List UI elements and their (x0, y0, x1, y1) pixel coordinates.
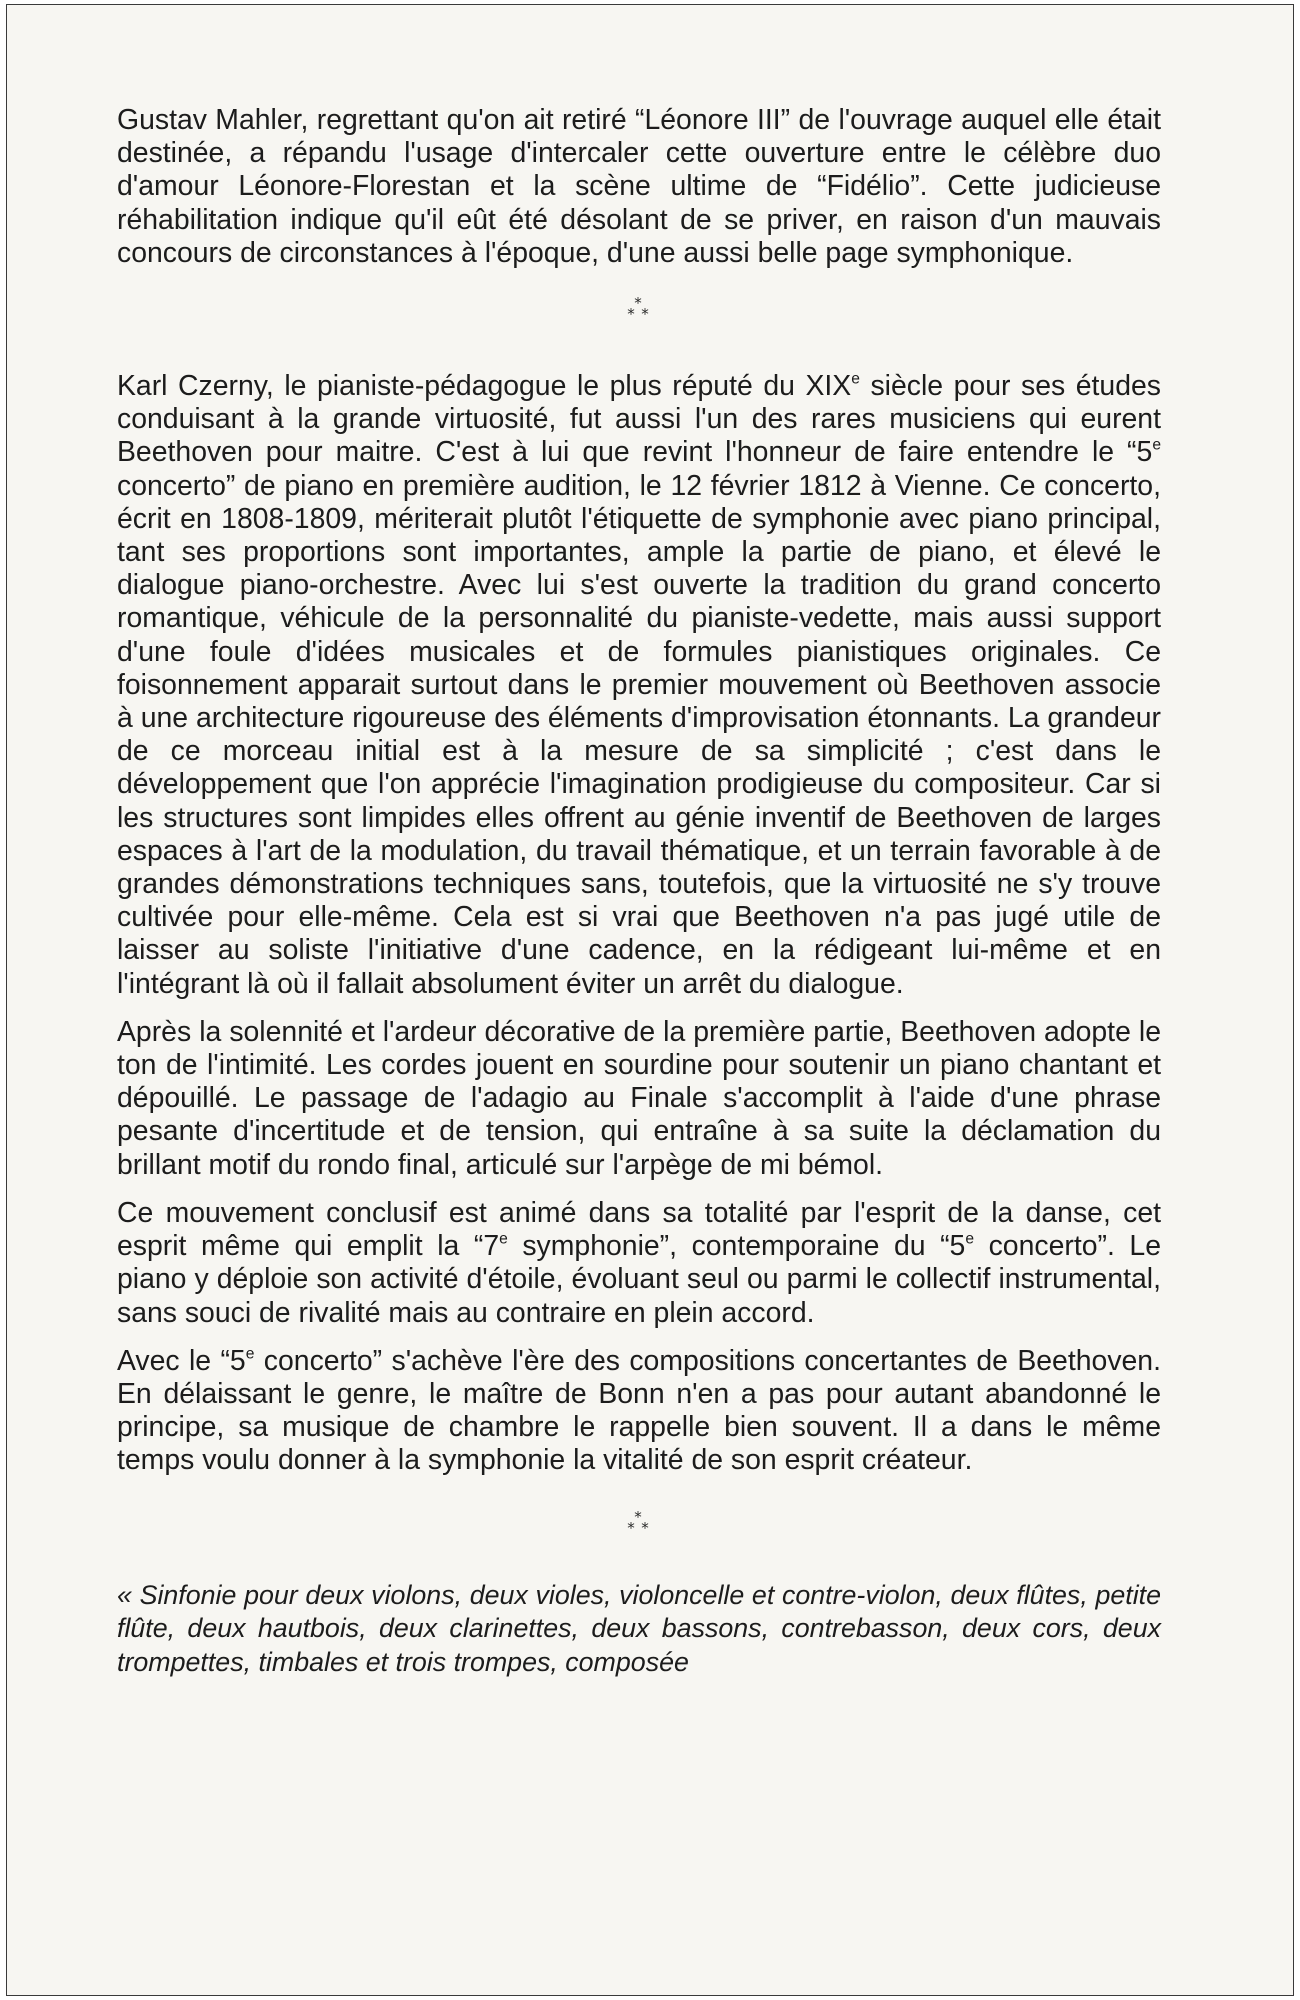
paragraph-text: Après la solennité et l'ardeur décorative de la première partie, Beethoven adopte le ton de l'intimité. Les cordes jouent en sourdine pour soutenir un piano chantant et dépouillé. Le passage de l'adagio au Finale s'accomplit à l'aide d'une phrase pesante d'incertitude et de tension, qui entraîne à sa suite la déclamation du brillant motif du rondo final, articulé sur l'arpège de mi bémol. (117, 1015, 1161, 1181)
paragraph-text: Avec le “5 (117, 1344, 246, 1377)
superscript: e (851, 370, 860, 388)
superscript: e (1152, 436, 1161, 454)
paragraph-czerny (117, 370, 1161, 1001)
paragraph-text: concerto” de piano en première audition, le 12 février 1812 à Vienne. Ce concerto, écrit en 1808-1809, mériterait plutôt l'étiquette de symphonie avec piano principal, tant ses proportions sont importantes, ample la partie de piano, et élevé le dialogue piano-orchestre. Avec lui s'est ouverte la tradition du grand concerto romantique, véhicule de la personnalité du pianiste-vedette, mais aussi support d'une foule d'idées musicales et de formules pianistiques originales. Ce foisonnement apparait surtout dans le premier mouvement où Beethoven associe à une architecture rigoureuse des éléments d'improvisation étonnants. La grandeur de ce morceau initial est à la mesure de sa simplicité ; c'est dans le développement que l'on apprécie l'imagination prodigieuse du compositeur. Car si les structures sont limpides elles offrent au génie inventif de Beethoven de larges espaces à l'art de la modulation, du travail thématique, et un terrain favorable à de grandes démonstrations techniques sans, toutefois, que la virtuosité ne s'y trouve cultivée pour elle-même. Cela est si vrai que Beethoven n'a pas jugé utile de laisser au soliste l'initiative d'une cadence, en la rédigeant lui-même et en l'intégrant là où il fallait absolument éviter un arrêt du dialogue. (117, 469, 1161, 1000)
asterisk-mark: * (627, 1518, 635, 1537)
asterisk-mark: * (634, 1507, 642, 1526)
asterisk-mark: * (627, 305, 635, 324)
paragraph-conclusion (117, 1345, 1161, 1478)
asterism-separator (117, 270, 1161, 370)
superscript: e (245, 1345, 255, 1362)
paragraph-finale (117, 1197, 1161, 1330)
text-column (117, 104, 1161, 1679)
asterisk-mark: * (641, 305, 649, 324)
asterisk-mark: * (641, 1518, 649, 1537)
paragraph-text: siècle pour ses études conduisant à la grande virtuosité, fut aussi l'un des rares musiciens qui eurent Beethoven pour maitre. C'est à lui que revint l'honneur de faire entendre le “5 (117, 370, 1161, 469)
paragraph-text: concerto” s'achève l'ère des compositions concertantes de Beethoven. En délaissant le genre, le maître de Bonn n'en a pas pour autant abandonné le principe, sa musique de chambre le rappelle bien souvent. Il a dans le même temps voulu donner à la symphonie la vitalité de son esprit créateur. (117, 1344, 1161, 1477)
paragraph-text: Gustav Mahler, regrettant qu'on ait retiré “Léonore III” de l'ouvrage auquel elle était destinée, a répandu l'usage d'intercaler cette ouverture entre le célèbre duo d'amour Léonore-Florestan et la scène ultime de “Fidélio”. Cette judicieuse réhabilitation indique qu'il eût été désolant de se priver, en raison d'un mauvais concours de circonstances à l'époque, d'une aussi belle page symphonique. (117, 104, 1161, 269)
document-page (6, 4, 1294, 1996)
paragraph-text: Ce mouvement conclusif est animé dans sa totalité par l'esprit de la danse, cet esprit même qui emplit la “7 (117, 1196, 1161, 1263)
superscript: e (499, 1230, 508, 1248)
paragraph-text: concerto”. Le piano y déploie son activité d'étoile, évoluant seul ou parmi le collectif instrumental, sans souci de rivalité mais au contraire en plein accord. (117, 1230, 1161, 1329)
asterism-separator (117, 1484, 1161, 1579)
paragraph-adagio (117, 1016, 1161, 1182)
asterisk-mark: * (634, 294, 642, 313)
paragraph-quote-italic (117, 1579, 1161, 1680)
paragraph-text: Karl Czerny, le pianiste-pédagogue le plus réputé du XIX (117, 370, 852, 403)
paragraph-mahler (117, 104, 1161, 270)
superscript: e (965, 1230, 975, 1248)
paragraph-text: « Sinfonie pour deux violons, deux violes, violoncelle et contre-violon, deux flûtes, petite flûte, deux hautbois, deux clarinettes, deux bassons, contrebasson, deux cors, deux trompettes, timbales et trois trompes, composée (117, 1579, 1161, 1677)
paragraph-text: symphonie”, contemporaine du “5 (507, 1230, 966, 1263)
